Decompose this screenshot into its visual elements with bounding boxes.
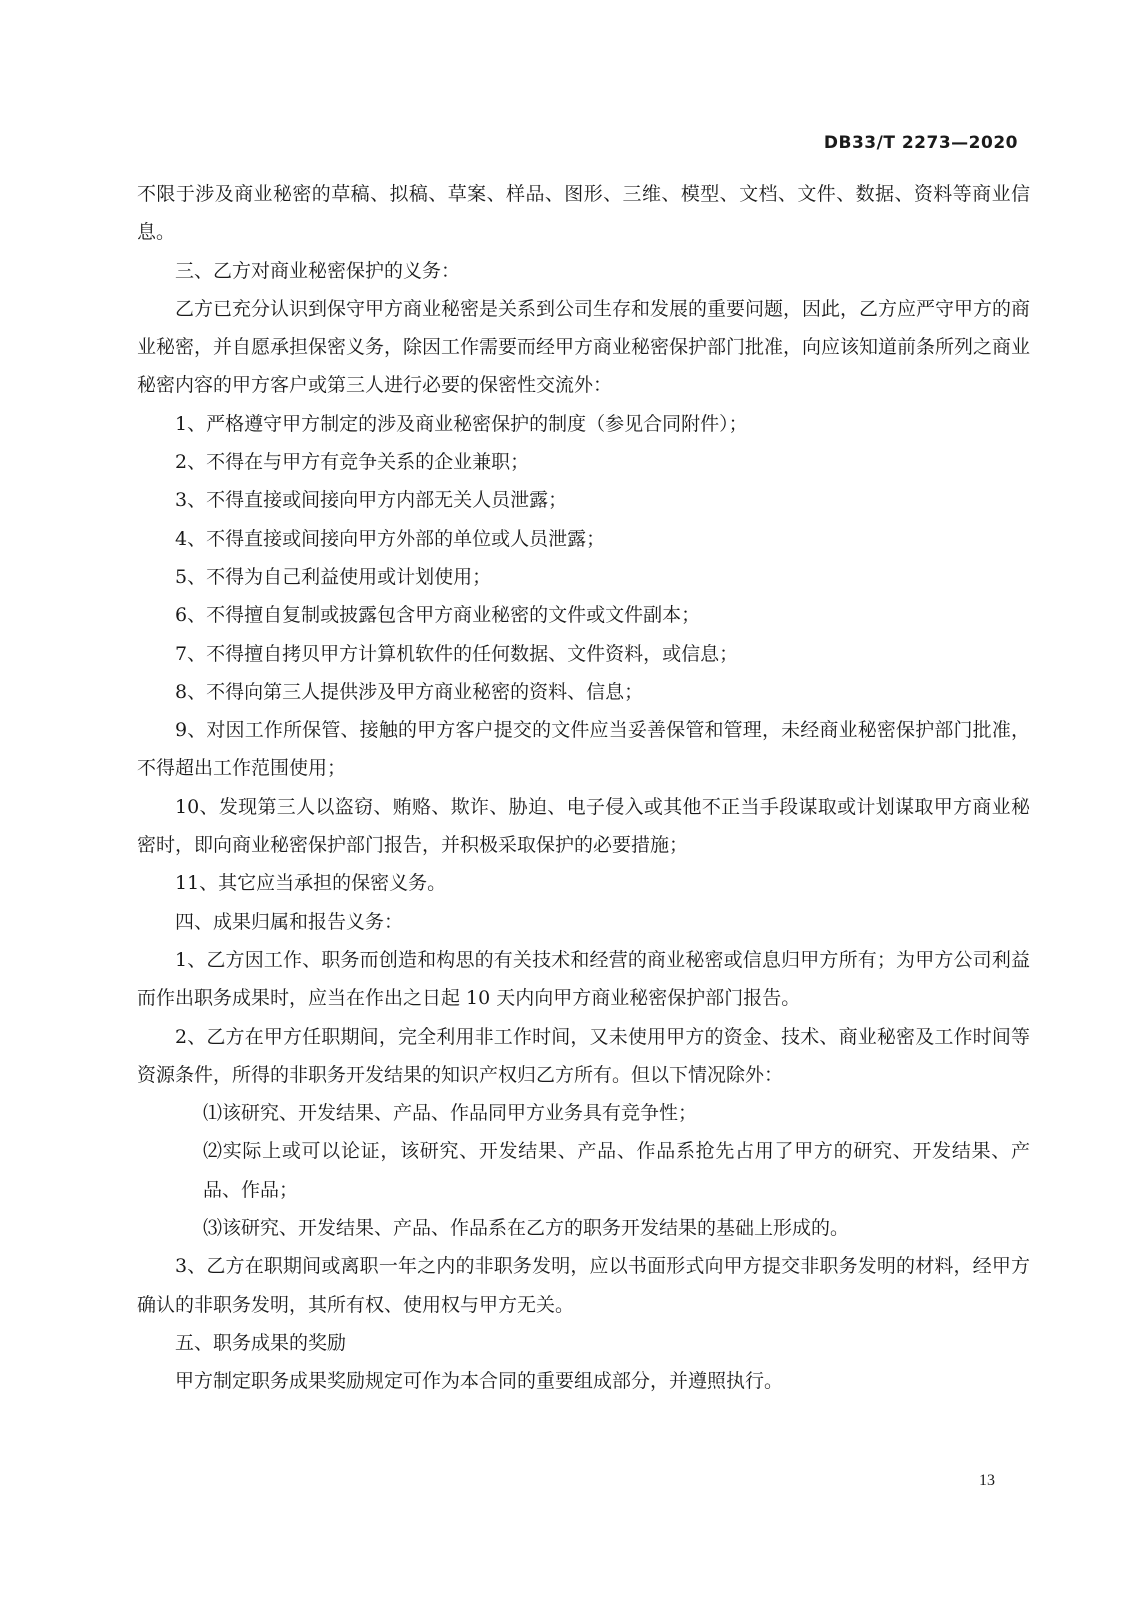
list-item: 2、乙方在甲方任职期间，完全利用非工作时间，又未使用甲方的资金、技术、商业秘密及工作时间等资源条件，所得的非职务开发结果的知识产权归乙方所有。但以下情况除外： — [137, 1025, 1030, 1086]
list-item: 4、不得直接或间接向甲方外部的单位或人员泄露； — [175, 527, 606, 550]
list-item: 8、不得向第三人提供涉及甲方商业秘密的资料、信息； — [175, 680, 644, 703]
section-heading: 三、乙方对商业秘密保护的义务： — [175, 259, 461, 282]
paragraph: 乙方已充分认识到保守甲方商业秘密是关系到公司生存和发展的重要问题，因此，乙方应严守甲方的商业秘密，并自愿承担保密义务，除因工作需要而经甲方商业秘密保护部门批准，向应该知道前条所列之商业秘密内容的甲方客户或第三人进行必要的保密性交流外： — [137, 297, 1031, 397]
list-item: 7、不得擅自拷贝甲方计算机软件的任何数据、文件资料，或信息； — [175, 642, 739, 665]
list-item: 1、严格遵守甲方制定的涉及商业秘密保护的制度（参见合同附件）； — [175, 412, 748, 435]
list-item: 6、不得擅自复制或披露包含甲方商业秘密的文件或文件副本； — [175, 604, 701, 627]
list-item: 3、乙方在职期间或离职一年之内的非职务发明，应以书面形式向甲方提交非职务发明的材料，经甲方确认的非职务发明，其所有权、使用权与甲方无关。 — [137, 1255, 1030, 1316]
paragraph: 不限于涉及商业秘密的草稿、拟稿、草案、样品、图形、三维、模型、文档、文件、数据、资料等商业信息。 — [137, 183, 1030, 244]
list-item: 11、其它应当承担的保密义务。 — [175, 872, 447, 895]
section-heading: 五、职务成果的奖励 — [175, 1331, 347, 1354]
list-item: 10、发现第三人以盗窃、贿赂、欺诈、胁迫、电子侵入或其他不正当手段谋取或计划谋取甲方商业秘密时，即向商业秘密保护部门报告，并积极采取保护的必要措施； — [137, 795, 1030, 857]
list-item: 3、不得直接或间接向甲方内部无关人员泄露； — [175, 489, 568, 512]
list-item: 2、不得在与甲方有竞争关系的企业兼职； — [175, 451, 530, 474]
document-body — [137, 175, 1030, 1401]
list-item: 5、不得为自己利益使用或计划使用； — [175, 565, 492, 588]
sub-list-item: ⑴该研究、开发结果、产品、作品同甲方业务具有竞争性； — [203, 1102, 698, 1125]
paragraph: 甲方制定职务成果奖励规定可作为本合同的重要组成部分，并遵照执行。 — [175, 1370, 784, 1393]
document-code-header: DB33/T 2273—2020 — [823, 133, 1018, 153]
page-number: 13 — [979, 1472, 995, 1489]
section-heading: 四、成果归属和报告义务： — [175, 910, 404, 933]
sub-list-item: ⑵实际上或可以论证，该研究、开发结果、产品、作品系抢先占用了甲方的研究、开发结果、产品、作品； — [203, 1140, 1030, 1201]
sub-list-item: ⑶该研究、开发结果、产品、作品系在乙方的职务开发结果的基础上形成的。 — [203, 1217, 850, 1240]
list-item: 1、乙方因工作、职务而创造和构思的有关技术和经营的商业秘密或信息归甲方所有；为甲方公司利益而作出职务成果时，应当在作出之日起 10 天内向甲方商业秘密保护部门报告。 — [137, 948, 1030, 1010]
list-item: 9、对因工作所保管、接触的甲方客户提交的文件应当妥善保管和管理，未经商业秘密保护部门批准，不得超出工作范围使用； — [137, 719, 1030, 780]
